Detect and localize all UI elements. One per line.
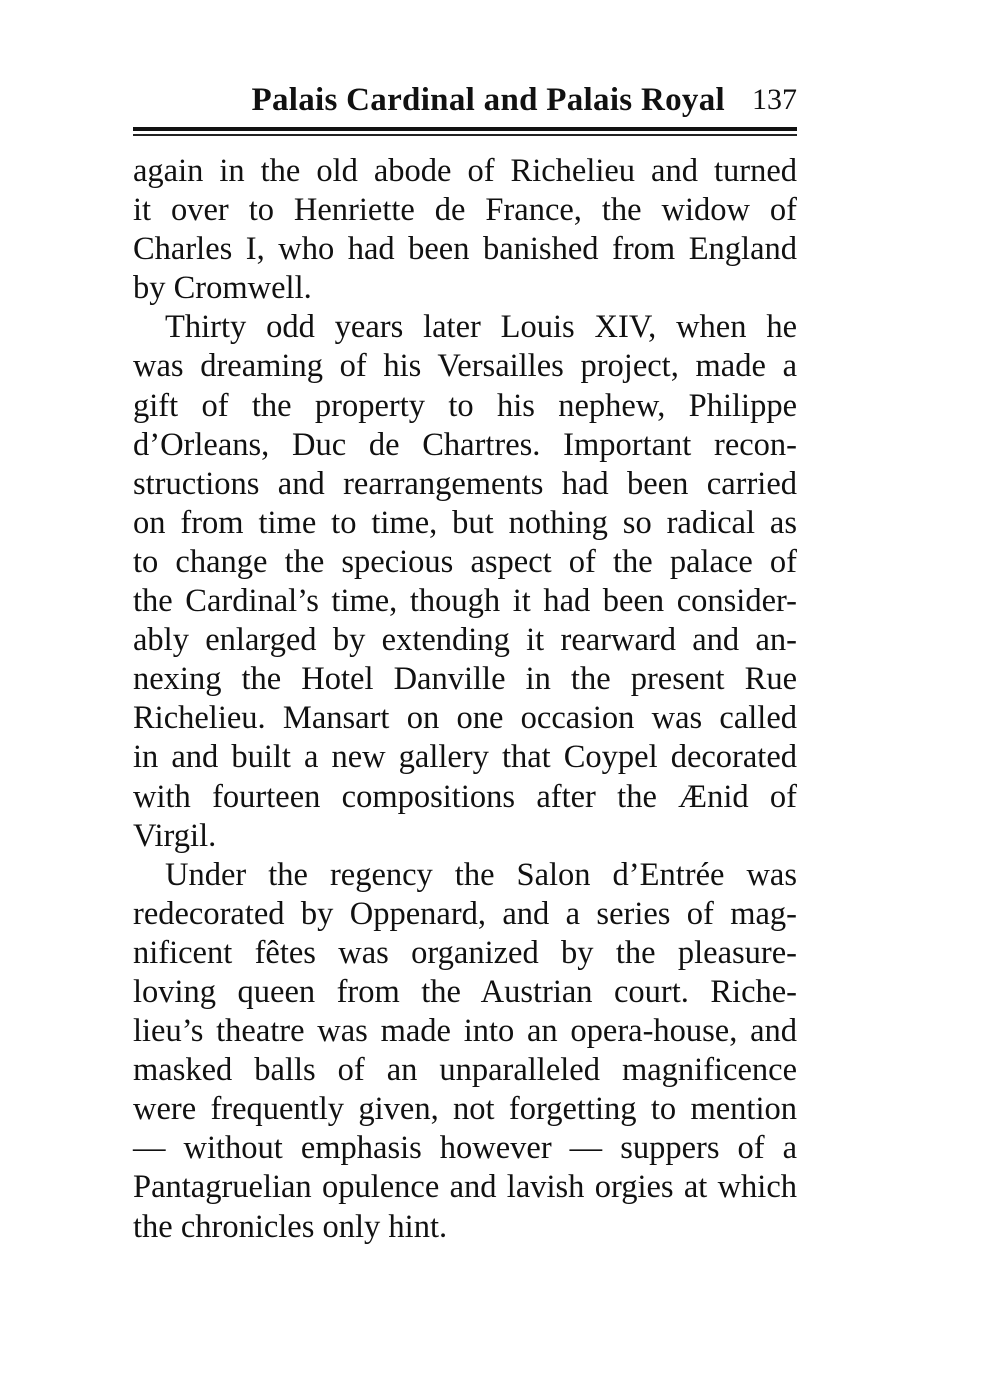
running-header <box>133 80 797 120</box>
text-line <box>133 230 797 269</box>
text-line-content: with fourteen compositions after the Ænid of <box>133 778 797 815</box>
text-line-content: Richelieu. Mansart on one occasion was called <box>133 700 797 737</box>
text-line-content: lieu’s theatre was made into an opera-house, and <box>133 1013 797 1050</box>
text-line-content: on from time to time, but nothing so radical as <box>133 504 797 541</box>
text-line <box>133 1051 797 1090</box>
text-line-content: Thirty odd years later Louis XIV, when he <box>165 309 797 346</box>
text-line <box>133 895 797 934</box>
text-line <box>133 191 797 230</box>
text-line <box>133 347 797 386</box>
text-line-content: ably enlarged by extending it rearward and an- <box>133 622 797 659</box>
text-line <box>133 621 797 660</box>
text-line <box>133 1129 797 1168</box>
text-line <box>133 934 797 973</box>
text-line <box>133 308 797 347</box>
text-line <box>133 269 797 308</box>
text-line <box>133 1168 797 1207</box>
text-line-content: was dreaming of his Versailles project, made a <box>133 348 797 385</box>
text-line <box>133 856 797 895</box>
text-line-content: nificent fêtes was organized by the pleasure- <box>133 934 797 971</box>
text-line <box>133 1208 797 1247</box>
text-line-content: Virgil. <box>133 817 217 854</box>
text-line <box>133 778 797 817</box>
text-line <box>133 543 797 582</box>
text-line <box>133 387 797 426</box>
text-line <box>133 660 797 699</box>
text-line-content: again in the old abode of Richelieu and turned <box>133 153 797 189</box>
text-line-content: it over to Henriette de France, the widow of <box>133 192 797 229</box>
text-line-content: in and built a new gallery that Coypel decorated <box>133 739 797 776</box>
text-line-content: masked balls of an unparalleled magnificence <box>133 1052 797 1089</box>
text-line-content: structions and rearrangements had been carried <box>133 465 797 502</box>
text-line-content: to change the specious aspect of the palace of <box>133 543 797 580</box>
running-title: Palais Cardinal and Palais Royal <box>251 82 725 118</box>
text-line <box>133 582 797 621</box>
text-line <box>133 699 797 738</box>
text-line-content: were frequently given, not forgetting to mention <box>133 1091 797 1128</box>
text-line-content: the chronicles only hint. <box>133 1208 448 1245</box>
text-line <box>133 973 797 1012</box>
text-line <box>133 504 797 543</box>
text-line-content: gift of the property to his nephew, Philippe <box>133 387 797 424</box>
text-line-content: Pantagruelian opulence and lavish orgies at which <box>133 1169 797 1206</box>
text-line-content: nexing the Hotel Danville in the present Rue <box>133 661 797 698</box>
text-line-content: Charles I, who had been banished from England <box>133 231 797 268</box>
page-number: 137 <box>752 83 797 116</box>
text-line-content: d’Orleans, Duc de Chartres. Important recon- <box>133 426 797 463</box>
text-line <box>133 738 797 777</box>
text-line <box>133 152 797 191</box>
text-line <box>133 1090 797 1129</box>
text-line-content: — without emphasis however — suppers of a <box>133 1130 797 1167</box>
header-rule-thin <box>133 134 797 136</box>
text-line <box>133 1012 797 1051</box>
header-rule-thick <box>133 127 797 131</box>
text-line <box>133 426 797 465</box>
text-line-content: Under the regency the Salon d’Entrée was <box>165 856 797 893</box>
text-line-content: redecorated by Oppenard, and a series of mag- <box>133 895 797 932</box>
text-line <box>133 465 797 504</box>
text-line-content: by Cromwell. <box>133 270 312 307</box>
text-line-content: loving queen from the Austrian court. Riche- <box>133 973 797 1010</box>
body-text <box>133 152 797 1247</box>
text-line-content: the Cardinal’s time, though it had been consider- <box>133 583 797 620</box>
text-line <box>133 817 797 856</box>
